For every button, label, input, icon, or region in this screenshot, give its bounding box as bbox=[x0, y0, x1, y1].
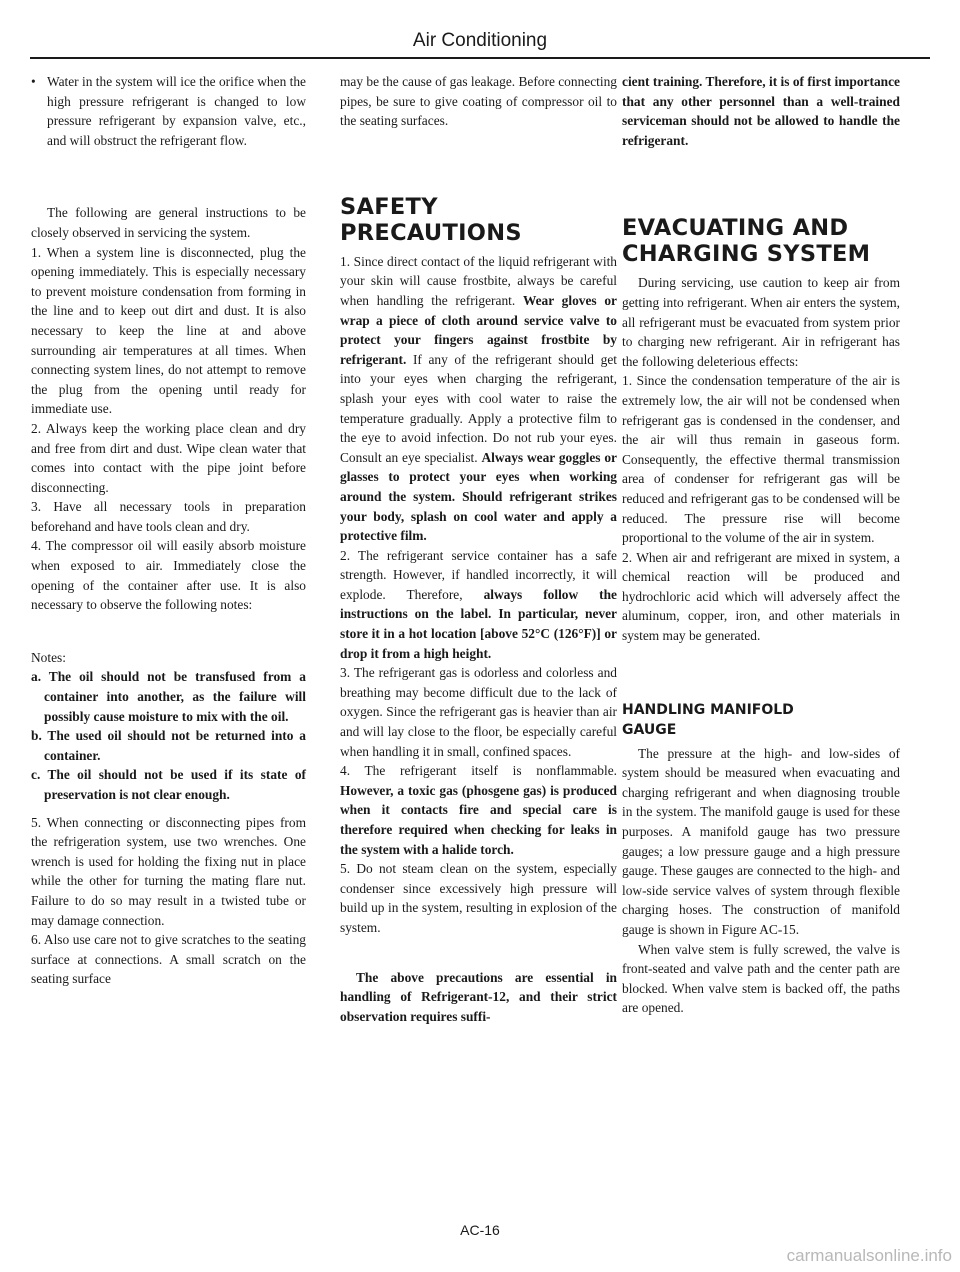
note-a: a. The oil should not be transfused from a container into another, as the failure will possibly cause moisture to mix with the oil. bbox=[31, 669, 306, 724]
header-rule bbox=[30, 57, 930, 59]
closing-note: The above precautions are essential in handling of Refrigerant-12, and their strict observation requires suffi- bbox=[340, 969, 617, 1024]
column-2 bbox=[340, 72, 617, 1026]
instructions-intro: The following are general instructions to be closely observed in servicing the system. bbox=[31, 205, 306, 240]
safety-item-3: 3. The refrigerant gas is odorless and colorless and breathing may become difficult due to the lack of oxygen. Since the refrigerant gas is heavier than air and will lay close to the floor, be especially careful when handling it in small, confined spaces. bbox=[340, 665, 617, 759]
instruction-6: 6. Also use care not to give scratches to the seating surface at connections. A small scratch on the seating surface bbox=[31, 932, 306, 987]
instruction-3: 3. Have all necessary tools in preparation beforehand and have tools clean and dry. bbox=[31, 499, 306, 534]
page-header: Air Conditioning bbox=[412, 30, 548, 51]
column-1 bbox=[31, 72, 306, 989]
section-heading-evacuating: EVACUATING AND CHARGING SYSTEM bbox=[622, 215, 871, 268]
notes-label: Notes: bbox=[31, 649, 66, 665]
safety-item-2: 2. The refrigerant service container has a safe strength. However, if handled incorrectly, it will explode. Therefore, always follow the instructions on the label. In particular, never store it in a hot location [above 52°C (126°F)] or drop it from a high height. bbox=[340, 547, 617, 661]
evacuating-intro: During servicing, use caution to keep air from getting into refrigerant. When air enters the system, all refrigerant must be evacuated from system prior to charging new refrigerant. Air in refrigerant has the following deleterious effects: bbox=[622, 275, 900, 369]
instruction-1: 1. When a system line is disconnected, plug the opening immediately. This is especially necessary to prevent moisture condensation from forming in the line and to keep out dirt and dust. It is also necessary to keep the line at and above surrounding air temperatures at all times. When connecting system lines, do not attempt to remove the plug from the opening until ready for immediate use. bbox=[31, 244, 306, 417]
column-3 bbox=[622, 72, 900, 1018]
manifold-paragraph-2: When valve stem is fully screwed, the valve is front-seated and valve path and the center path are blocked. When valve stem is backed off, the paths are opened. bbox=[622, 941, 900, 1016]
safety-item-5: 5. Do not steam clean on the system, especially condenser since excessively high pressure will build up in the system, resulting in explosion of the system. bbox=[340, 861, 617, 935]
watermark: carmanualsonline.info bbox=[786, 1246, 952, 1265]
manifold-paragraph-1: The pressure at the high- and low-sides of system should be measured when evacuating and charging refrigerant and when diagnosing trouble in the system. The manifold gauge is used for these purposes. A manifold gauge has two pressure gauges; a low pressure gauge and a high pressure gauge. These gauges are connected to the high- and low-side service valves of system through flexible charging hoses. The construction of manifold gauge is shown in Figure AC-15. bbox=[622, 745, 900, 937]
instruction-5: 5. When connecting or disconnecting pipes from the refrigeration system, use two wrenches. One wrench is used for holding the fixing nut in place while the other for turning the mating flare nut. Failure to do so may result in a twisted tube or may damage connection. bbox=[31, 814, 306, 928]
effect-1: 1. Since the condensation temperature of the air is extremely low, the air will not be condensed when refrigerant gas is condensed in the condenser, and the air will thus remain in gaseous form. Consequently, the effective thermal transmission area of condenser for refrigerant gas will be reduced and refrigerant gas to be condensed will be reduced. The pressure rise will become proportional to the volume of the air in system. bbox=[622, 373, 900, 546]
note-c: c. The oil should not be used if its state of preservation is not clear enough. bbox=[31, 767, 306, 802]
safety-item-1: 1. Since direct contact of the liquid refrigerant with your skin will cause frostbite, always be careful when handling the refrigerant. Wear gloves or wrap a piece of cloth around service valve to protect your fingers against frostbite by refrigerant. If any of the refrigerant should get into your eyes when charging the refrigerant, splash your eyes with cool water to raise the temperature gradually. Apply a protective film to the eye to avoid infection. Do not rub your eyes. Consult an eye specialist. Always wear goggles or glasses to protect your eyes when working around the system. Should refrigerant strikes your body, splash on cool water and apply a protective film. bbox=[340, 253, 617, 544]
continued-paragraph: may be the cause of gas leakage. Before connecting pipes, be sure to give coating of compressor oil to the seating surfaces. bbox=[340, 74, 617, 129]
effect-2: 2. When air and refrigerant are mixed in system, a chemical reaction will be produced and hydrochloric acid which will adversely affect the aluminum, copper, iron, and other materials in system may be generated. bbox=[622, 549, 900, 644]
note-b: b. The used oil should not be returned into a container. bbox=[31, 728, 306, 763]
bullet-icon: • bbox=[31, 74, 36, 89]
safety-item-4: 4. The refrigerant itself is nonflammable. However, a toxic gas (phosgene gas) is produced when it contacts fire and special care is therefore required when checking for leaks in the system with a halide torch. bbox=[340, 763, 617, 857]
continued-paragraph-bold: cient training. Therefore, it is of first importance that any other personnel than a well-trained serviceman should not be allowed to handle the refrigerant. bbox=[622, 74, 900, 148]
bullet-paragraph: • Water in the system will ice the orifice when the high pressure refrigerant is changed to low pressure refrigerant by expansion valve, etc., and will obstruct the refrigerant flow. bbox=[31, 74, 306, 148]
section-heading-safety: SAFETY PRECAUTIONS bbox=[340, 193, 522, 246]
instruction-2: 2. Always keep the working place clean and dry and free from dirt and dust. Wipe clean water that comes into contact with the pipe joint before disconnecting. bbox=[31, 420, 306, 495]
instruction-4: 4. The compressor oil will easily absorb moisture when exposed to air. Immediately close the opening of the container after use. It is also necessary to observe the following notes: bbox=[31, 538, 306, 613]
subheading-manifold-gauge: HANDLING MANIFOLD GAUGE bbox=[622, 701, 794, 738]
page-number: AC-16 bbox=[460, 1222, 500, 1238]
